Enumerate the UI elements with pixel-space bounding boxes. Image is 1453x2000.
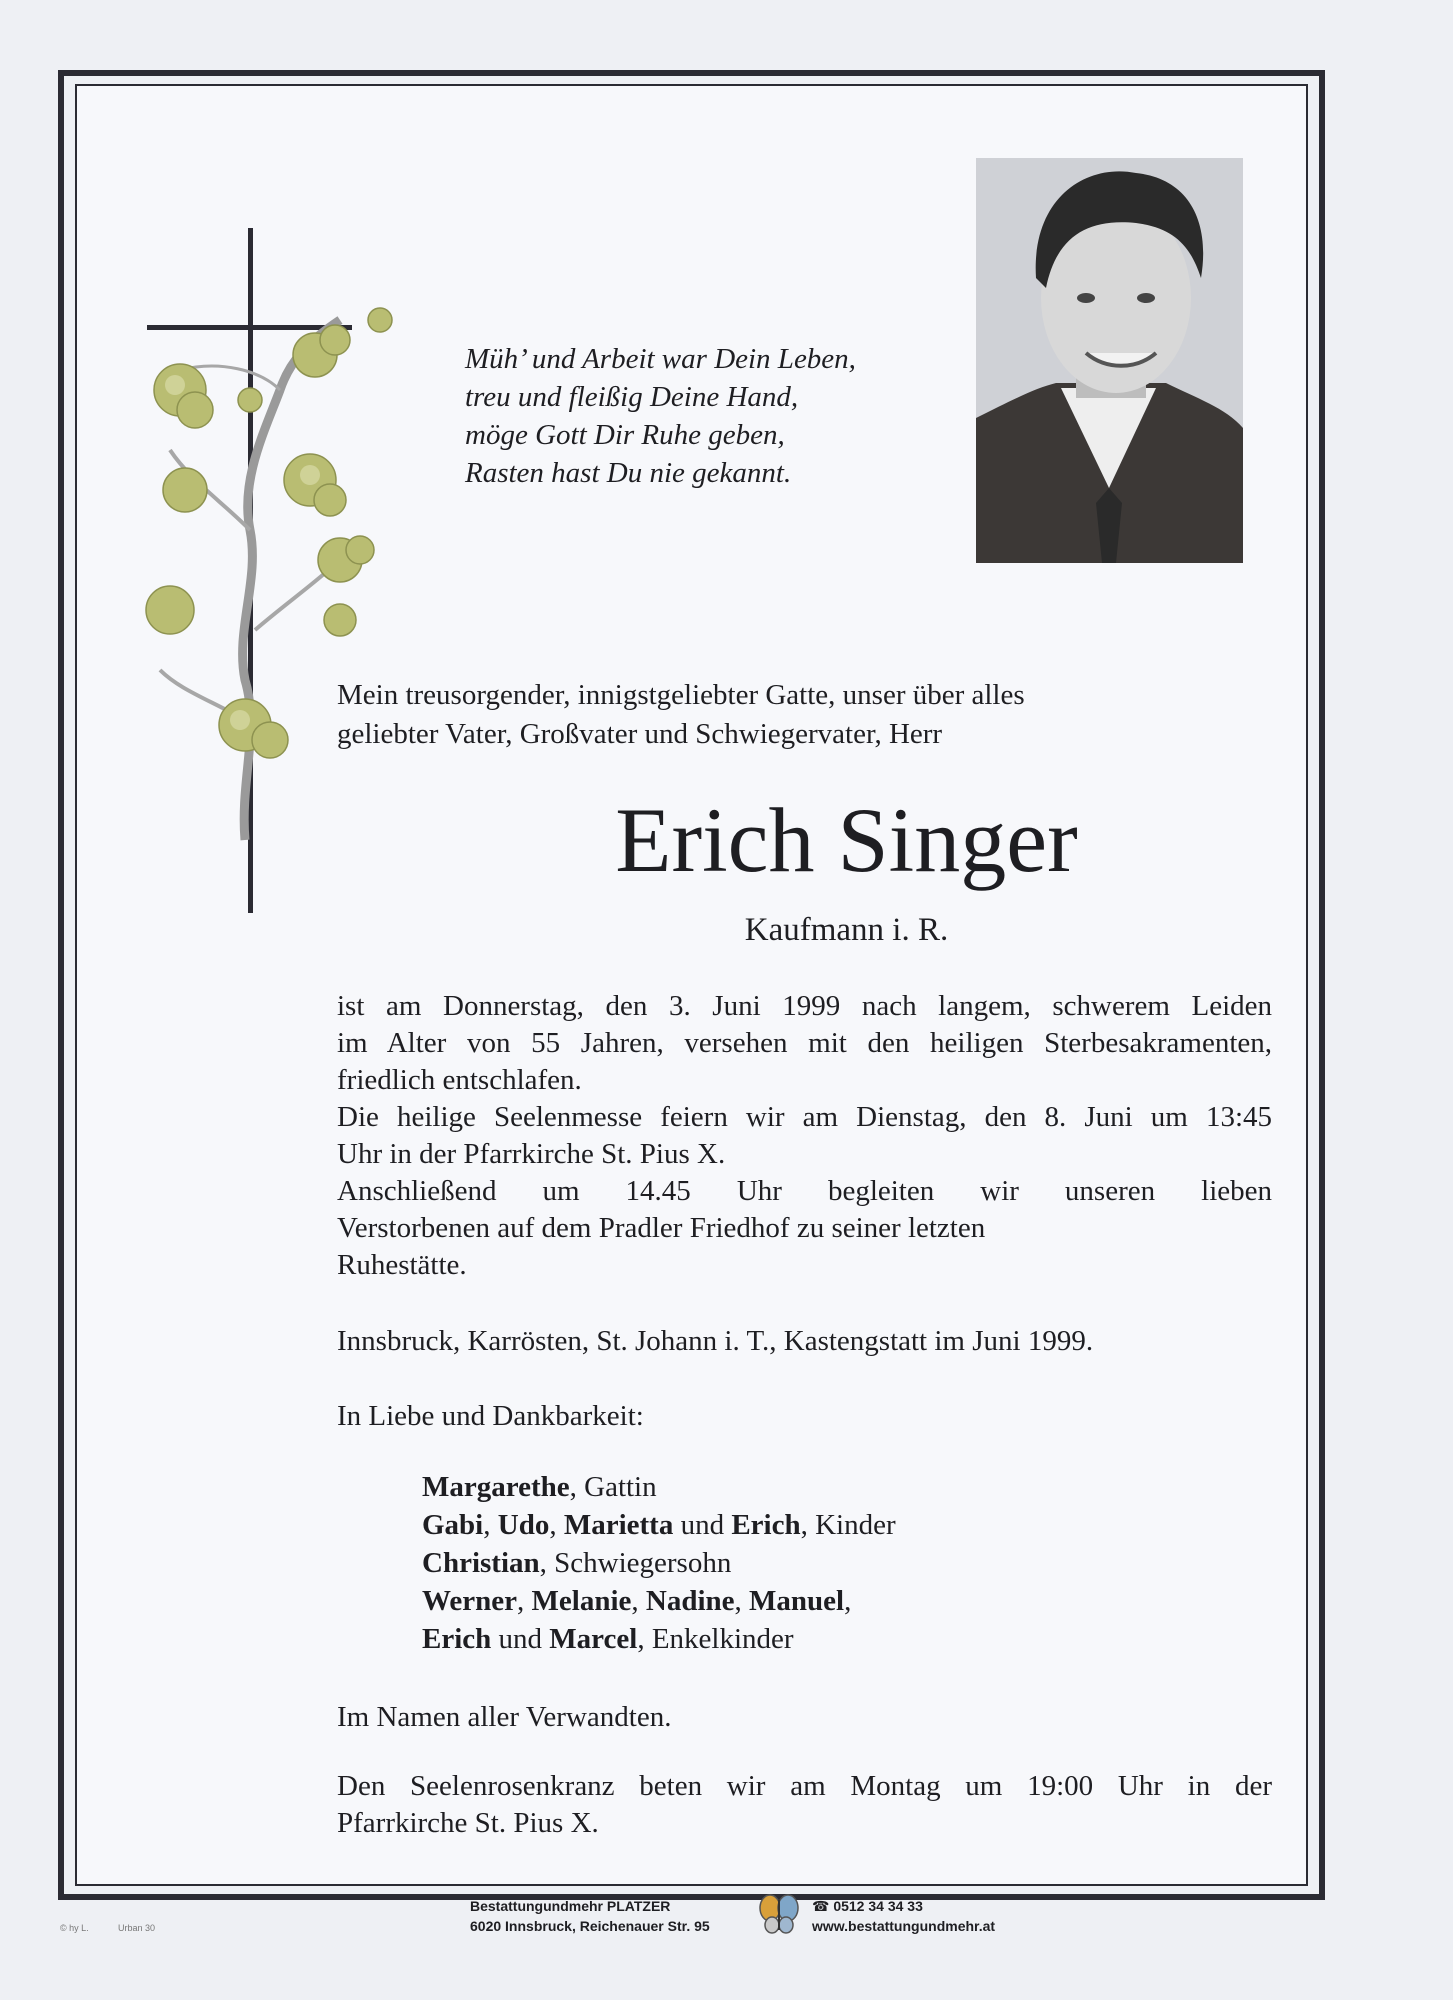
mourner-separator: , bbox=[549, 1509, 564, 1541]
company-phone: ☎ 0512 34 34 33 bbox=[812, 1898, 923, 1914]
company-website: www.bestattungundmehr.at bbox=[812, 1918, 996, 1934]
mourner-name: Gabi bbox=[422, 1509, 484, 1541]
poem-line: treu und fleißig Deine Hand, bbox=[465, 381, 799, 413]
mourner-row bbox=[422, 1582, 896, 1620]
mourner-separator: und bbox=[491, 1623, 550, 1655]
poem-line: möge Gott Dir Ruhe geben, bbox=[465, 419, 785, 451]
deceased-profession: Kaufmann i. R. bbox=[744, 912, 949, 948]
announcement-line: Ruhestätte. bbox=[337, 1249, 467, 1281]
announcement-line: im Alter von 55 Jahren, versehen mit den heiligen Sterbesakramenten, bbox=[337, 1027, 1272, 1059]
mourner-name: Marietta bbox=[563, 1509, 674, 1541]
company-name: Bestattungundmehr PLATZER bbox=[470, 1898, 671, 1914]
footer-right bbox=[812, 1896, 995, 1936]
mourners-list bbox=[422, 1468, 896, 1658]
mourner-relation: , Kinder bbox=[800, 1509, 896, 1541]
relatives-line: Im Namen aller Verwandten. bbox=[337, 1701, 672, 1733]
mourner-separator: , bbox=[483, 1509, 498, 1541]
intro-line: Mein treusorgender, innigstgeliebter Gatte, unser über alles bbox=[337, 679, 1025, 711]
intro-line: geliebter Vater, Großvater und Schwiegervater, Herr bbox=[337, 718, 943, 750]
mourner-separator: , bbox=[844, 1585, 852, 1617]
mourner-name: Werner bbox=[422, 1585, 518, 1617]
mourner-separator: , bbox=[517, 1585, 532, 1617]
mourner-relation: , Schwiegersohn bbox=[539, 1547, 732, 1579]
mourner-name: Udo bbox=[497, 1509, 550, 1541]
mourner-name: Erich bbox=[422, 1623, 492, 1655]
poem-line: Rasten hast Du nie gekannt. bbox=[465, 457, 792, 489]
mourner-name: Manuel bbox=[749, 1585, 845, 1617]
mourner-name: Marcel bbox=[549, 1623, 638, 1655]
rosary-line: Den Seelenrosenkranz beten wir am Montag um 19:00 Uhr in der bbox=[337, 1770, 1272, 1802]
announcement-line: Die heilige Seelenmesse feiern wir am Dienstag, den 8. Juni um 13:45 bbox=[337, 1101, 1272, 1133]
announcement-text bbox=[337, 988, 1272, 1284]
portrait-photo bbox=[976, 158, 1243, 563]
mourner-row bbox=[422, 1620, 896, 1658]
poem-verse bbox=[465, 340, 856, 492]
mourner-row bbox=[422, 1544, 896, 1582]
mourner-name: Nadine bbox=[645, 1585, 735, 1617]
announcement-line: ist am Donnerstag, den 3. Juni 1999 nach langem, schwerem Leiden bbox=[337, 990, 1272, 1022]
poem-line: Müh’ und Arbeit war Dein Leben, bbox=[465, 343, 856, 375]
mourner-separator: , bbox=[631, 1585, 646, 1617]
gratitude-line: In Liebe und Dankbarkeit: bbox=[337, 1400, 644, 1432]
mourner-separator: , bbox=[734, 1585, 750, 1617]
mourner-row bbox=[422, 1506, 896, 1544]
announcement-line: friedlich entschlafen. bbox=[337, 1064, 582, 1096]
mourner-separator: und bbox=[673, 1509, 732, 1541]
announcement-line: Anschließend um 14.45 Uhr begleiten wir unseren lieben bbox=[337, 1175, 1272, 1207]
grapevine-illustration bbox=[140, 300, 480, 860]
funeral-home-footer bbox=[0, 1888, 1453, 1948]
deceased-name: Erich Singer bbox=[615, 789, 1078, 891]
rosary-line: Pfarrkirche St. Pius X. bbox=[337, 1807, 599, 1839]
footer-left bbox=[470, 1896, 710, 1936]
company-address: 6020 Innsbruck, Reichenauer Str. 95 bbox=[470, 1918, 710, 1934]
place-and-date: Innsbruck, Karrösten, St. Johann i. T., Kastengstatt im Juni 1999. bbox=[337, 1325, 1094, 1357]
template-code: Urban 30 bbox=[118, 1923, 156, 1933]
mourner-relation: , Gattin bbox=[569, 1471, 657, 1503]
mourner-row bbox=[422, 1468, 896, 1506]
announcement-line: Verstorbenen auf dem Pradler Friedhof zu seiner letzten bbox=[337, 1212, 986, 1244]
rosary-text bbox=[337, 1768, 1272, 1842]
mourner-name: Erich bbox=[731, 1509, 801, 1541]
mourner-name: Christian bbox=[422, 1547, 540, 1579]
mourner-name: Melanie bbox=[531, 1585, 632, 1617]
mourner-relation: , Enkelkinder bbox=[637, 1623, 794, 1655]
copyright-note: © hy L. bbox=[60, 1923, 89, 1933]
announcement-line: Uhr in der Pfarrkirche St. Pius X. bbox=[337, 1138, 726, 1170]
mourner-name: Margarethe bbox=[422, 1471, 570, 1503]
butterfly-icon bbox=[758, 1892, 800, 1936]
intro-text bbox=[337, 676, 1025, 754]
